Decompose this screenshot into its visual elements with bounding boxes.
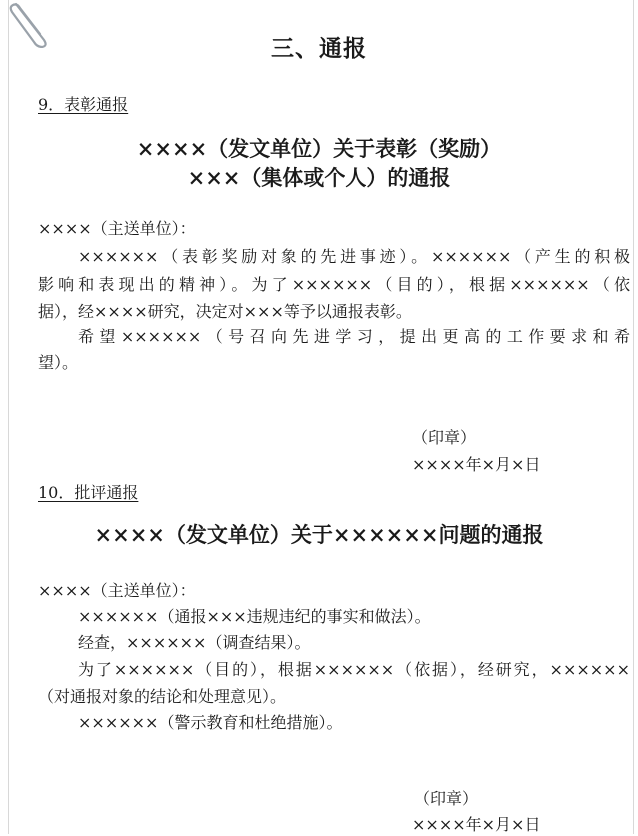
criticism-body-line-4: （对通报对象的结论和处理意见）。 bbox=[38, 687, 287, 706]
section-label-commendation: 9．表彰通报 bbox=[38, 95, 129, 114]
criticism-body-line-1: ××××××（通报×××违规违纪的事实和做法）。 bbox=[78, 607, 431, 626]
commendation-body-line-5: 望）。 bbox=[38, 353, 79, 372]
criticism-recipient: ××××（主送单位）： bbox=[38, 581, 196, 600]
criticism-body-line-5: ××××××（警示教育和杜绝措施）。 bbox=[78, 713, 343, 732]
commendation-body-line-4: 希望××××××（号召向先进学习，提出更高的工作要求和希 bbox=[78, 327, 630, 346]
commendation-seal: （印章） bbox=[412, 428, 477, 447]
criticism-seal: （印章） bbox=[414, 789, 479, 808]
criticism-date: ××××年×月×日 bbox=[412, 815, 541, 834]
commendation-date: ××××年×月×日 bbox=[412, 455, 541, 474]
commendation-title-line-1: ××××（发文单位）关于表彰（奖励） bbox=[136, 136, 502, 161]
criticism-body-line-2: 经查，××××××（调查结果）。 bbox=[78, 633, 311, 652]
commendation-body-line-1: ××××××（表彰奖励对象的先进事迹）。××××××（产生的积极 bbox=[78, 247, 630, 266]
commendation-body-line-2: 影响和表现出的精神）。为了××××××（目的），根据××××××（依 bbox=[38, 275, 630, 294]
criticism-body-line-3: 为了××××××（目的），根据××××××（依据），经研究，×××××× bbox=[78, 660, 630, 679]
criticism-title: ××××（发文单位）关于××××××问题的通报 bbox=[94, 522, 544, 547]
commendation-title-line-2: ×××（集体或个人）的通报 bbox=[187, 165, 451, 190]
commendation-recipient: ××××（主送单位）： bbox=[38, 219, 196, 238]
page-title: 三、通报 bbox=[271, 35, 367, 62]
document-page bbox=[8, 0, 634, 834]
section-label-criticism: 10．批评通报 bbox=[38, 483, 139, 502]
commendation-body-line-3: 据），经××××研究，决定对×××等予以通报表彰。 bbox=[38, 302, 412, 321]
